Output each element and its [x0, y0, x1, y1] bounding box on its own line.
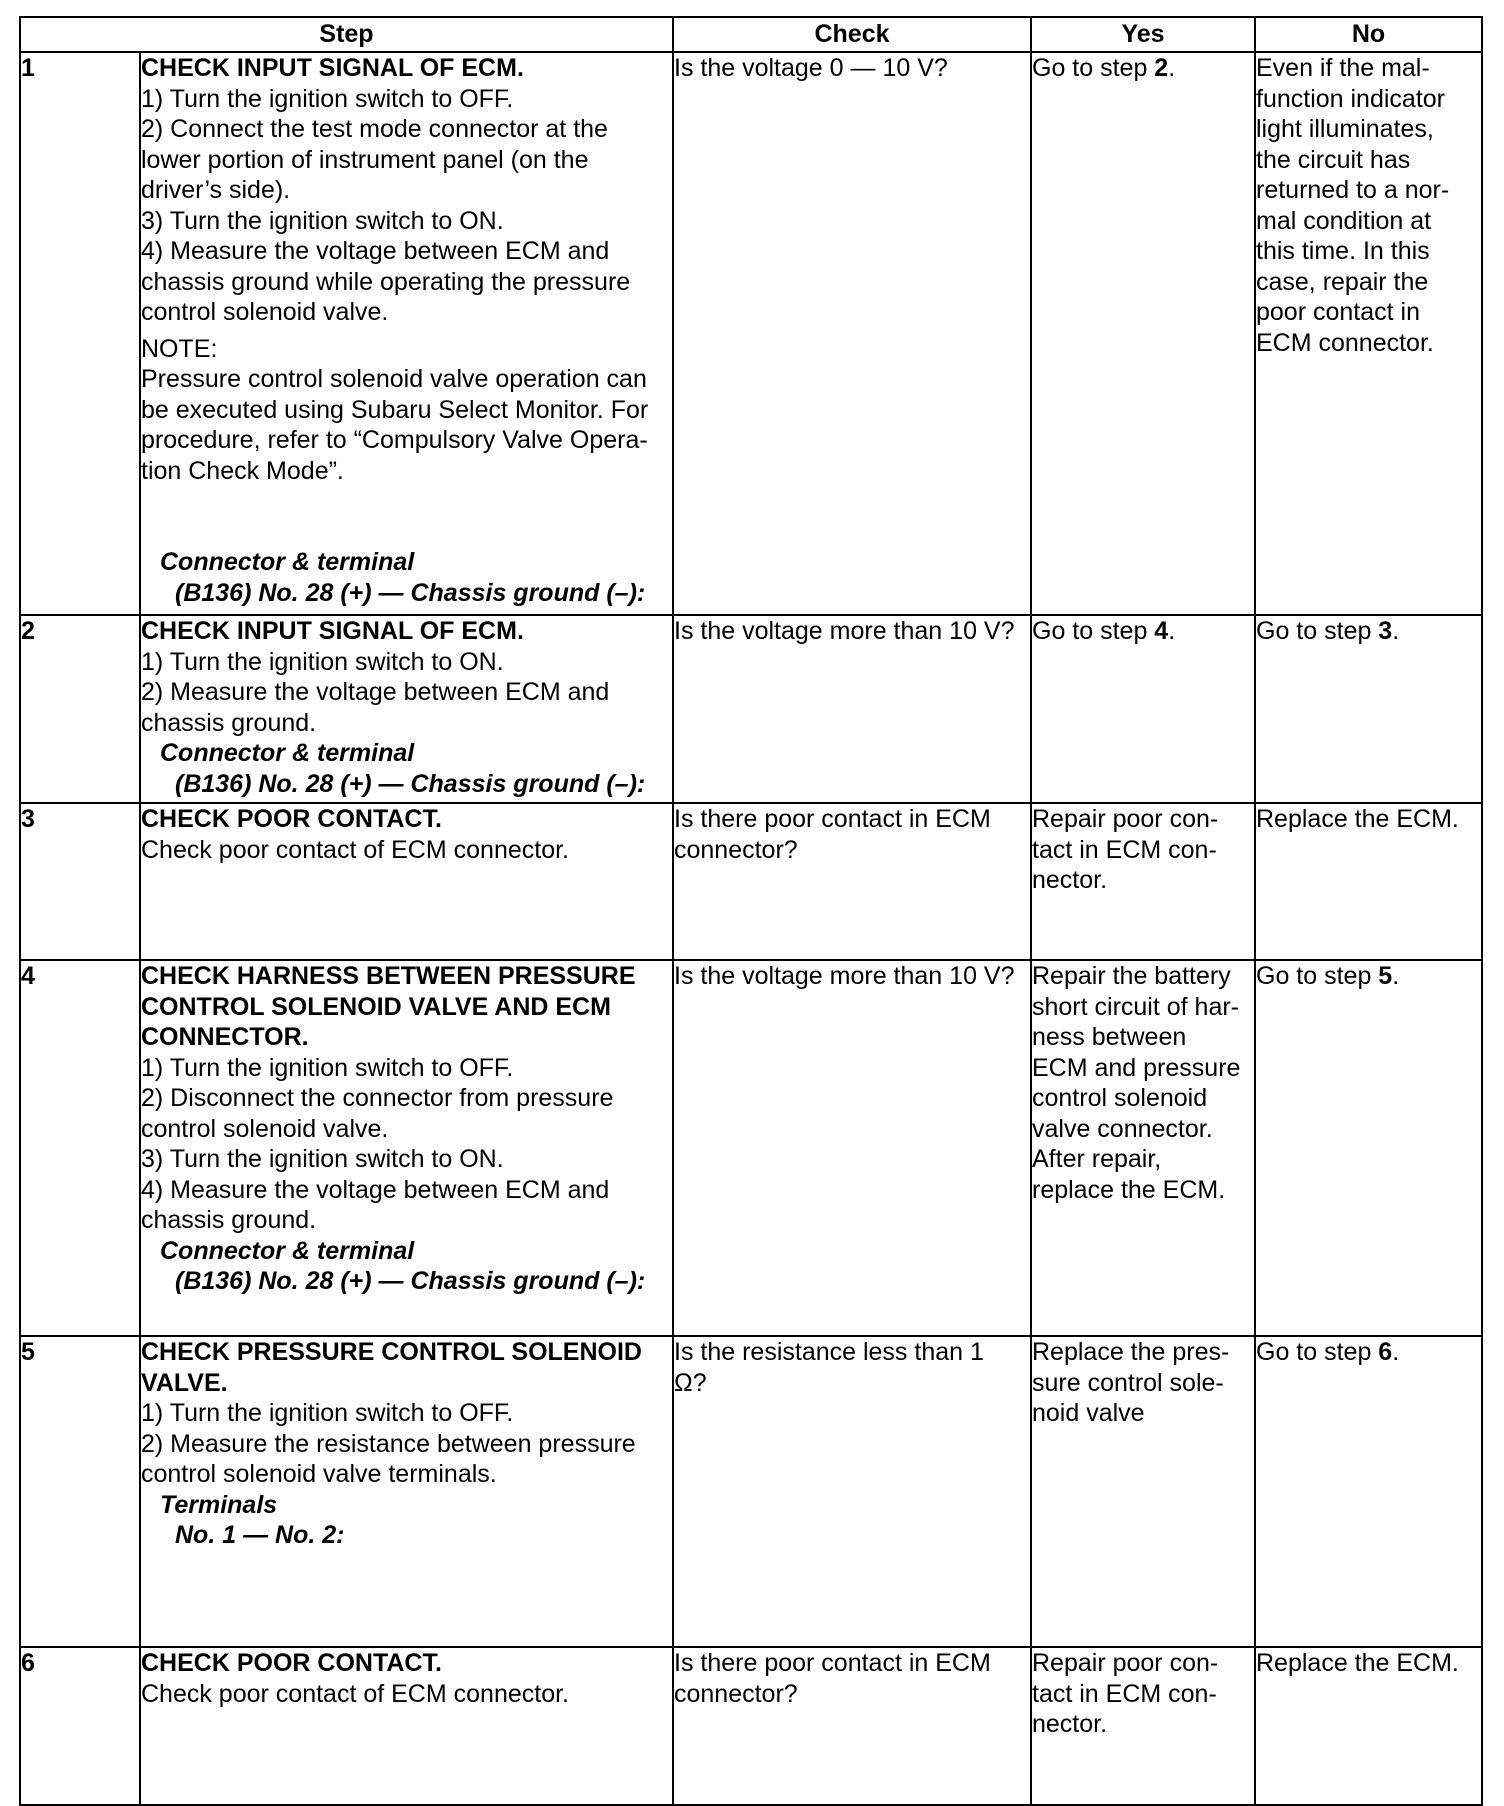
step-number: 5	[20, 1336, 140, 1647]
check-line: Is the resistance less than 1	[674, 1338, 984, 1366]
yes-line: tact in ECM con-	[1032, 835, 1217, 864]
check-line: Is there poor contact in ECM	[674, 1649, 991, 1677]
connector-terminal: (B136) No. 28 (+) — Chassis ground (–):	[175, 578, 646, 607]
step-description	[140, 52, 673, 615]
terminals-label: Terminals	[160, 1490, 278, 1519]
step-line: chassis ground while operating the pressure	[141, 267, 631, 296]
header-yes: Yes	[1031, 17, 1255, 52]
step-line: 1) Turn the ignition switch to OFF.	[141, 1399, 514, 1427]
yes-cell	[1031, 803, 1255, 960]
yes-cell	[1031, 615, 1255, 803]
yes-suffix: .	[1168, 54, 1176, 82]
no-cell	[1255, 615, 1482, 803]
yes-line: control solenoid	[1032, 1084, 1208, 1112]
step-line: 1) Turn the ignition switch to ON.	[141, 647, 504, 676]
step-description	[140, 1647, 673, 1805]
step-number: 6	[20, 1647, 140, 1805]
step-line: 2) Measure the resistance between pressure	[141, 1429, 636, 1458]
step-title: CHECK HARNESS BETWEEN PRESSURE	[141, 962, 636, 990]
step-line: chassis ground.	[141, 1206, 317, 1234]
step-description	[140, 803, 673, 960]
yes-step-ref: 2	[1154, 54, 1169, 82]
step-title: CHECK POOR CONTACT.	[141, 805, 442, 833]
connector-label: Connector & terminal	[160, 739, 415, 767]
check-cell	[673, 1647, 1031, 1805]
diagnostic-table	[19, 16, 1483, 1806]
connector-terminal: (B136) No. 28 (+) — Chassis ground (–):	[175, 1267, 646, 1295]
yes-line: valve connector.	[1032, 1114, 1213, 1143]
step-title: CONNECTOR.	[141, 1023, 309, 1051]
yes-line: ness between	[1032, 1023, 1187, 1051]
table-row	[20, 1647, 1482, 1805]
yes-line: Repair the battery	[1032, 962, 1231, 990]
no-step-ref: 6	[1378, 1338, 1393, 1366]
step-title: CHECK POOR CONTACT.	[141, 1649, 442, 1677]
step-line: chassis ground.	[141, 708, 317, 737]
check-cell: Is the voltage more than 10 V?	[673, 615, 1031, 803]
step-line: control solenoid valve terminals.	[141, 1460, 497, 1488]
no-text: Go to step	[1256, 962, 1379, 990]
yes-line: After repair,	[1032, 1145, 1162, 1173]
header-no: No	[1255, 17, 1482, 52]
no-cell: Replace the ECM.	[1255, 803, 1482, 960]
check-line: Is there poor contact in ECM	[674, 805, 991, 833]
header-step: Step	[20, 17, 673, 52]
step-line: control solenoid valve.	[141, 298, 389, 326]
no-cell	[1255, 1336, 1482, 1647]
step-description	[140, 615, 673, 803]
yes-text: Go to step	[1032, 54, 1155, 82]
yes-line: nector.	[1032, 1710, 1108, 1738]
connector-terminal: (B136) No. 28 (+) — Chassis ground (–):	[175, 769, 646, 798]
no-line: case, repair the	[1256, 267, 1429, 296]
table-row	[20, 803, 1482, 960]
yes-cell	[1031, 1336, 1255, 1647]
note-line: Pressure control solenoid valve operation can	[141, 365, 647, 393]
step-title: VALVE.	[141, 1368, 228, 1397]
step-title: CHECK INPUT SIGNAL OF ECM.	[141, 54, 524, 82]
no-suffix: .	[1392, 1338, 1400, 1366]
header-row	[20, 17, 1482, 52]
step-line: 3) Turn the ignition switch to ON.	[141, 206, 504, 235]
table-row	[20, 1336, 1482, 1647]
check-cell	[673, 803, 1031, 960]
no-cell	[1255, 52, 1482, 615]
table-row	[20, 615, 1482, 803]
no-line: light illuminates,	[1256, 115, 1434, 143]
yes-line: replace the ECM.	[1032, 1175, 1226, 1204]
step-line: control solenoid valve.	[141, 1114, 389, 1143]
yes-line: Repair poor con-	[1032, 1649, 1219, 1677]
step-line: 2) Disconnect the connector from pressure	[141, 1084, 614, 1112]
step-line: 1) Turn the ignition switch to OFF.	[141, 1053, 514, 1082]
step-line: 2) Connect the test mode connector at the	[141, 115, 608, 143]
check-line: Ω?	[674, 1368, 707, 1397]
no-text: Go to step	[1256, 1338, 1379, 1366]
yes-text: Go to step	[1032, 617, 1155, 645]
no-line: this time. In this	[1256, 237, 1430, 265]
yes-line: noid valve	[1032, 1399, 1145, 1427]
yes-line: ECM and pressure	[1032, 1053, 1241, 1082]
step-title: CHECK INPUT SIGNAL OF ECM.	[141, 617, 524, 645]
yes-cell	[1031, 1647, 1255, 1805]
yes-line: short circuit of har-	[1032, 992, 1240, 1021]
no-suffix: .	[1392, 962, 1400, 990]
step-line: 3) Turn the ignition switch to ON.	[141, 1145, 504, 1173]
no-line: function indicator	[1256, 84, 1446, 113]
yes-cell	[1031, 52, 1255, 615]
step-line: 1) Turn the ignition switch to OFF.	[141, 84, 514, 113]
note-line: tion Check Mode”.	[141, 456, 344, 485]
yes-suffix: .	[1168, 617, 1176, 645]
yes-cell	[1031, 960, 1255, 1336]
no-cell: Replace the ECM.	[1255, 1647, 1482, 1805]
yes-line: tact in ECM con-	[1032, 1679, 1217, 1708]
step-number: 2	[20, 615, 140, 803]
step-line: driver’s side).	[141, 176, 291, 204]
check-cell: Is the voltage 0 — 10 V?	[673, 52, 1031, 615]
step-number: 4	[20, 960, 140, 1336]
yes-line: Repair poor con-	[1032, 805, 1219, 833]
table-row	[20, 960, 1482, 1336]
step-description	[140, 960, 673, 1336]
note-line: procedure, refer to “Compulsory Valve Opera-	[141, 426, 648, 454]
header-check: Check	[673, 17, 1031, 52]
no-cell	[1255, 960, 1482, 1336]
step-title: CHECK PRESSURE CONTROL SOLENOID	[141, 1338, 642, 1366]
yes-step-ref: 4	[1154, 617, 1169, 645]
no-text: Go to step	[1256, 617, 1379, 645]
step-number: 1	[20, 52, 140, 615]
step-title: CONTROL SOLENOID VALVE AND ECM	[141, 992, 611, 1021]
step-line: Check poor contact of ECM connector.	[141, 835, 569, 864]
check-line: connector?	[674, 1679, 798, 1708]
no-line: mal condition at	[1256, 206, 1432, 235]
connector-label: Connector & terminal	[160, 548, 415, 576]
terminals-value: No. 1 — No. 2:	[175, 1521, 345, 1549]
note-line: be executed using Subaru Select Monitor. For	[141, 395, 649, 424]
check-cell: Is the voltage more than 10 V?	[673, 960, 1031, 1336]
yes-line: Replace the pres-	[1032, 1338, 1230, 1366]
note-label: NOTE:	[141, 334, 218, 363]
table-row	[20, 52, 1482, 615]
no-line: ECM connector.	[1256, 328, 1434, 357]
step-line: 2) Measure the voltage between ECM and	[141, 678, 610, 706]
no-line: poor contact in	[1256, 298, 1420, 326]
yes-line: sure control sole-	[1032, 1368, 1224, 1397]
no-line: the circuit has	[1256, 145, 1411, 174]
step-line: 4) Measure the voltage between ECM and	[141, 1175, 610, 1204]
step-line: 4) Measure the voltage between ECM and	[141, 237, 610, 265]
no-line: Even if the mal-	[1256, 54, 1430, 82]
check-line: connector?	[674, 835, 798, 864]
step-line: lower portion of instrument panel (on the	[141, 145, 589, 174]
step-line: Check poor contact of ECM connector.	[141, 1679, 569, 1708]
check-cell	[673, 1336, 1031, 1647]
no-line: returned to a nor-	[1256, 176, 1450, 204]
step-description	[140, 1336, 673, 1647]
yes-line: nector.	[1032, 866, 1108, 894]
no-step-ref: 5	[1378, 962, 1393, 990]
no-suffix: .	[1392, 617, 1400, 645]
step-number: 3	[20, 803, 140, 960]
no-step-ref: 3	[1378, 617, 1393, 645]
connector-label: Connector & terminal	[160, 1236, 415, 1265]
